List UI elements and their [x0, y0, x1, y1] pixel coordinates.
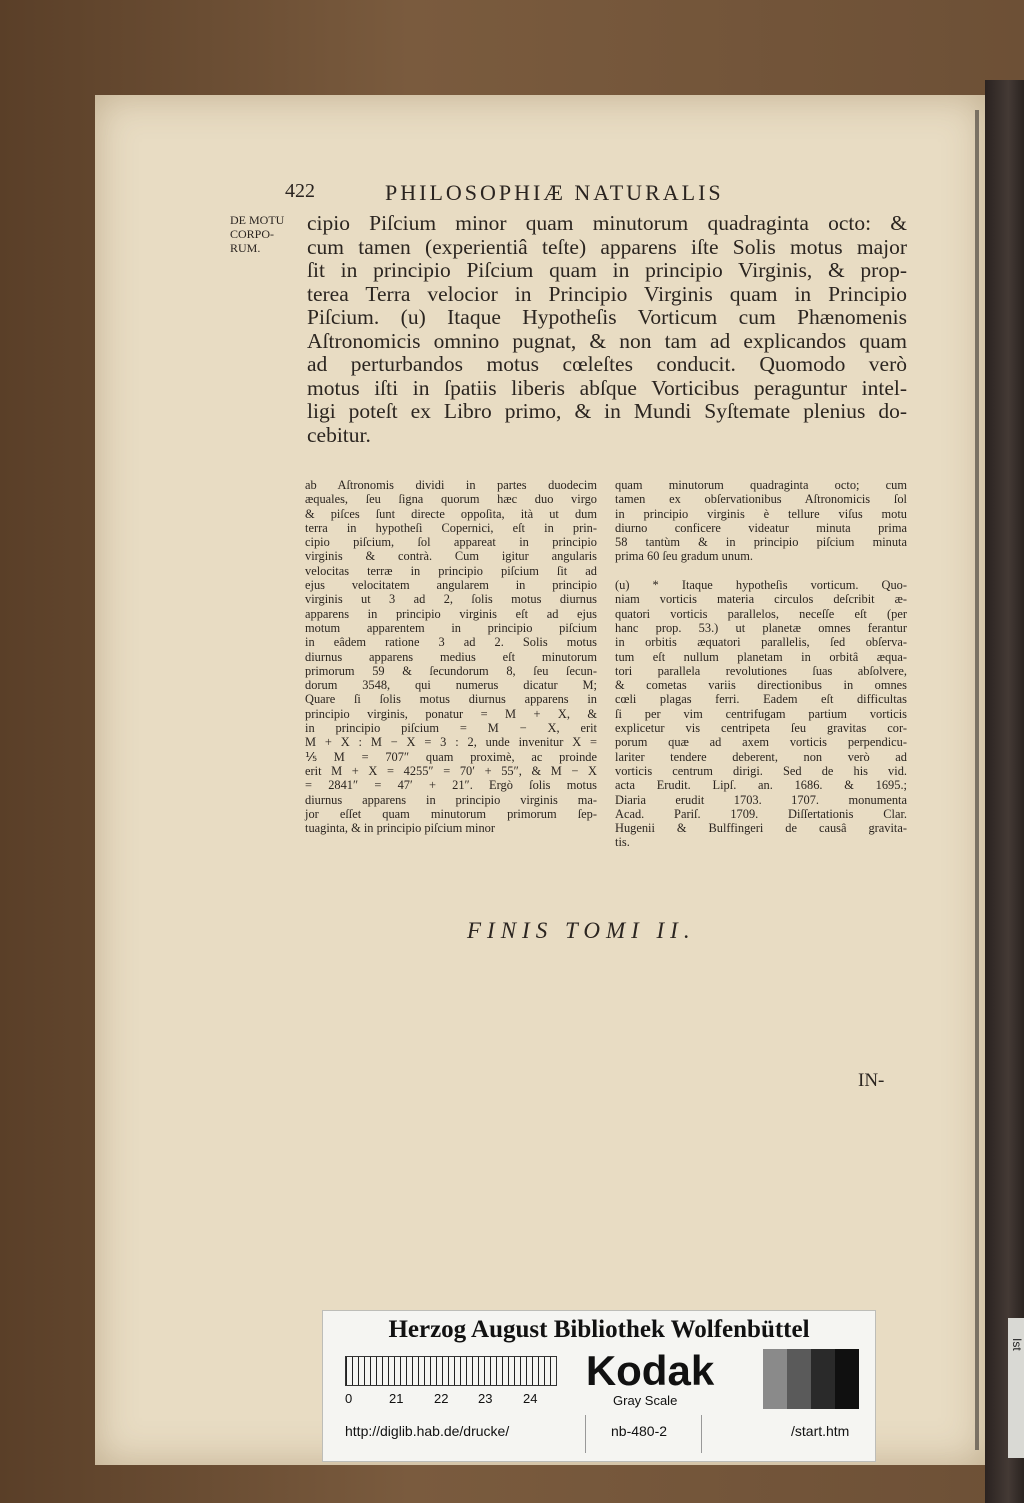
commentary-line: cœli plagas ferri. Eadem eſt difficultas: [615, 692, 907, 707]
commentary-line: diurno conficere videatur minuta prima: [615, 520, 907, 535]
edge-slip-text: Ist: [1010, 1338, 1024, 1351]
ruler-number: 21: [389, 1391, 404, 1406]
commentary-line: ejus velocitatem angularem in principio: [305, 578, 597, 593]
commentary-line: lariter tendere deberent, non verò ad: [615, 749, 907, 764]
ruler-number: 24: [523, 1391, 538, 1406]
commentary-line: 58 tantùm & in principio piſcium minuta: [615, 535, 907, 550]
text-line: cum tamen (experientiâ teſte) apparens iſte Solis motus major: [307, 234, 907, 259]
commentary-line: tori parallela revolutiones ſuas abſolvere,: [615, 663, 907, 678]
commentary-line: tum eſt nullum planetam in orbitâ æqua-: [615, 649, 907, 664]
commentary-line: ſi per vim centrifugam partium vorticis: [615, 706, 907, 721]
commentary-line: tuaginta, & in principio piſcium minor: [305, 821, 495, 836]
margin-note: [230, 213, 300, 255]
ruler-number: 23: [478, 1391, 493, 1406]
commentary-line: apparens in principio virginis eſt ad ejus: [305, 606, 597, 621]
commentary-line: cipio piſcium, ſol appareat in principio: [305, 535, 597, 550]
commentary-line: vorticis centrum dirigi. Sed de his vid.: [615, 763, 907, 778]
text-line: terea Terra velocior in Principio Virginis quam in Principio: [307, 281, 907, 306]
running-title: PHILOSOPHIÆ NATURALIS: [385, 180, 724, 205]
text-line: ligi poteſt ex Libro primo, & in Mundi Syſtemate plenius do-: [307, 399, 907, 423]
edge-slip: [1008, 1318, 1024, 1458]
commentary-left-column: [305, 478, 597, 835]
measurement-ruler: [345, 1356, 557, 1386]
shelf-code: nb-480-2: [611, 1423, 668, 1439]
commentary-line: erit M + X = 4255″ = 70′ + 55″, & M − X: [305, 763, 597, 778]
commentary-line: [615, 564, 907, 578]
commentary-line: virginis & contrà. Cum igitur angularis: [305, 549, 597, 564]
commentary-line: Acad. Pariſ. 1709. Diſſertationis Clar.: [615, 806, 907, 821]
commentary-line: in eâdem ratione 3 ad 2. Solis motus: [305, 635, 597, 650]
commentary-line: æquales, ſeu ſigna quorum hæc duo virgo: [305, 492, 597, 507]
divider: [585, 1415, 586, 1453]
text-line: cebitur.: [307, 422, 371, 447]
text-line: cipio Piſcium minor quam minutorum quadraginta octo: &: [307, 211, 907, 235]
commentary-line: motum apparentem in principio piſcium: [305, 620, 597, 635]
finis-line: FINIS TOMI II.: [467, 918, 696, 943]
gray-swatch: [835, 1349, 859, 1409]
commentary-line: in principio virginis è tellure viſus motu: [615, 506, 907, 521]
commentary-line: principio virginis, ponatur = M + X, &: [305, 706, 597, 721]
gray-swatches: [763, 1349, 859, 1409]
commentary-line: = 2841″ = 47′ + 21″. Ergò ſolis motus: [305, 778, 597, 793]
commentary-line: hanc prop. 53.) ut planetæ omnes ferantur: [615, 620, 907, 635]
commentary-line: Quare ſi ſolis motus diurnus apparens in: [305, 692, 597, 707]
margin-note-line: RUM.: [230, 241, 261, 255]
commentary-line: niam vorticis materia circulos deſcribit æ-: [615, 592, 907, 607]
commentary-line: (u) * Itaque hypotheſis vorticum. Quo-: [615, 578, 907, 593]
text-line: ſit in principio Piſcium quam in principio Virginis, & prop-: [307, 258, 907, 282]
commentary-line: quam minutorum quadraginta octo; cum: [615, 478, 907, 492]
start-link: /start.htm: [791, 1423, 850, 1439]
commentary-line: diurnus apparens in principio virginis ma-: [305, 792, 597, 807]
commentary-line: Hugenii & Bulffingeri de causâ gravita-: [615, 821, 907, 836]
text-line: Piſcium. (u) Itaque Hypotheſis Vorticum cum Phænomenis: [307, 305, 907, 329]
margin-note-line: DE MOTU: [230, 213, 285, 227]
next-page-edge: [985, 80, 1024, 1503]
gray-swatch: [763, 1349, 787, 1409]
commentary-line: ⅕ M = 707″ quam proximè, ac proinde: [305, 749, 597, 764]
commentary-line: ab Aſtronomis dividi in partes duodecim: [305, 478, 597, 492]
commentary-line: terra in hypotheſi Copernici, eſt in prin-: [305, 520, 597, 535]
main-paragraph: [307, 212, 907, 447]
commentary-line: tis.: [615, 835, 630, 850]
library-name: Herzog August Bibliothek Wolfenbüttel: [388, 1316, 810, 1343]
commentary-line: in orbitis æquatori parallelis, ſed obſerva-: [615, 635, 907, 650]
commentary-line: acta Erudit. Lipſ. an. 1686. & 1695.;: [615, 778, 907, 793]
running-head: [285, 180, 845, 210]
ruler-number: 0: [345, 1391, 353, 1406]
kodak-logo: [580, 1349, 720, 1393]
commentary-line: tamen ex obſervationibus Aſtronomicis ſol: [615, 492, 907, 507]
commentary-line: quatori vorticis parallelos, neceſſe eſt (per: [615, 606, 907, 621]
gray-swatch: [811, 1349, 835, 1409]
source-url: http://diglib.hab.de/drucke/: [345, 1423, 510, 1439]
commentary-line: jor eſſet quam minutorum primorum ſep-: [305, 806, 597, 821]
catchword: IN-: [858, 1070, 885, 1091]
commentary-line: explicetur vis centripeta ſeu gravitas cor-: [615, 721, 907, 736]
commentary-right-column: [615, 478, 907, 850]
commentary-line: prima 60 ſeu gradum unum.: [615, 549, 753, 564]
gray-swatch: [787, 1349, 811, 1409]
commentary-line: M + X : M − X = 3 : 2, unde invenitur X =: [305, 735, 597, 750]
ruler-number: 22: [434, 1391, 449, 1406]
commentary-line: in principio piſcium = M − X, erit: [305, 721, 597, 736]
margin-note-line: CORPO-: [230, 227, 275, 241]
text-line: motus iſti in ſpatiis liberis abſque Vorticibus peraguntur intel-: [307, 375, 907, 400]
gray-scale-label: Gray Scale: [613, 1393, 678, 1408]
text-line: ad perturbandos motus cœleſtes conducit. Quomodo verò: [307, 352, 907, 376]
commentary-line: velocitas terræ in principio piſcium ſit ad: [305, 563, 597, 578]
commentary-line: virginis ut 3 ad 2, ſolis motus diurnus: [305, 592, 597, 607]
page-edge-shadow: [975, 110, 979, 1450]
kodak-brand: Kodak: [585, 1347, 715, 1394]
kodak-target-card: [322, 1310, 876, 1462]
commentary-line: dorum 3548, qui numerus dicatur M;: [305, 678, 597, 693]
commentary-line: porum quæ ad axem vorticis perpendicu-: [615, 735, 907, 750]
commentary-line: & piſces ſunt directe oppoſita, ità ut dum: [305, 506, 597, 521]
commentary-line: Diaria erudit 1703. 1707. monumenta: [615, 792, 907, 807]
commentary-line: diurnus apparens medius eſt minutorum: [305, 649, 597, 664]
page-number: 422: [285, 180, 315, 202]
divider: [701, 1415, 702, 1453]
text-line: Aſtronomicis omnino pugnat, & non tam ad explicandos quam: [307, 328, 907, 353]
commentary-line: primorum 59 & ſecundorum 8, ſeu ſecun-: [305, 663, 597, 678]
commentary-line: & cometas variis directionibus in omnes: [615, 678, 907, 693]
